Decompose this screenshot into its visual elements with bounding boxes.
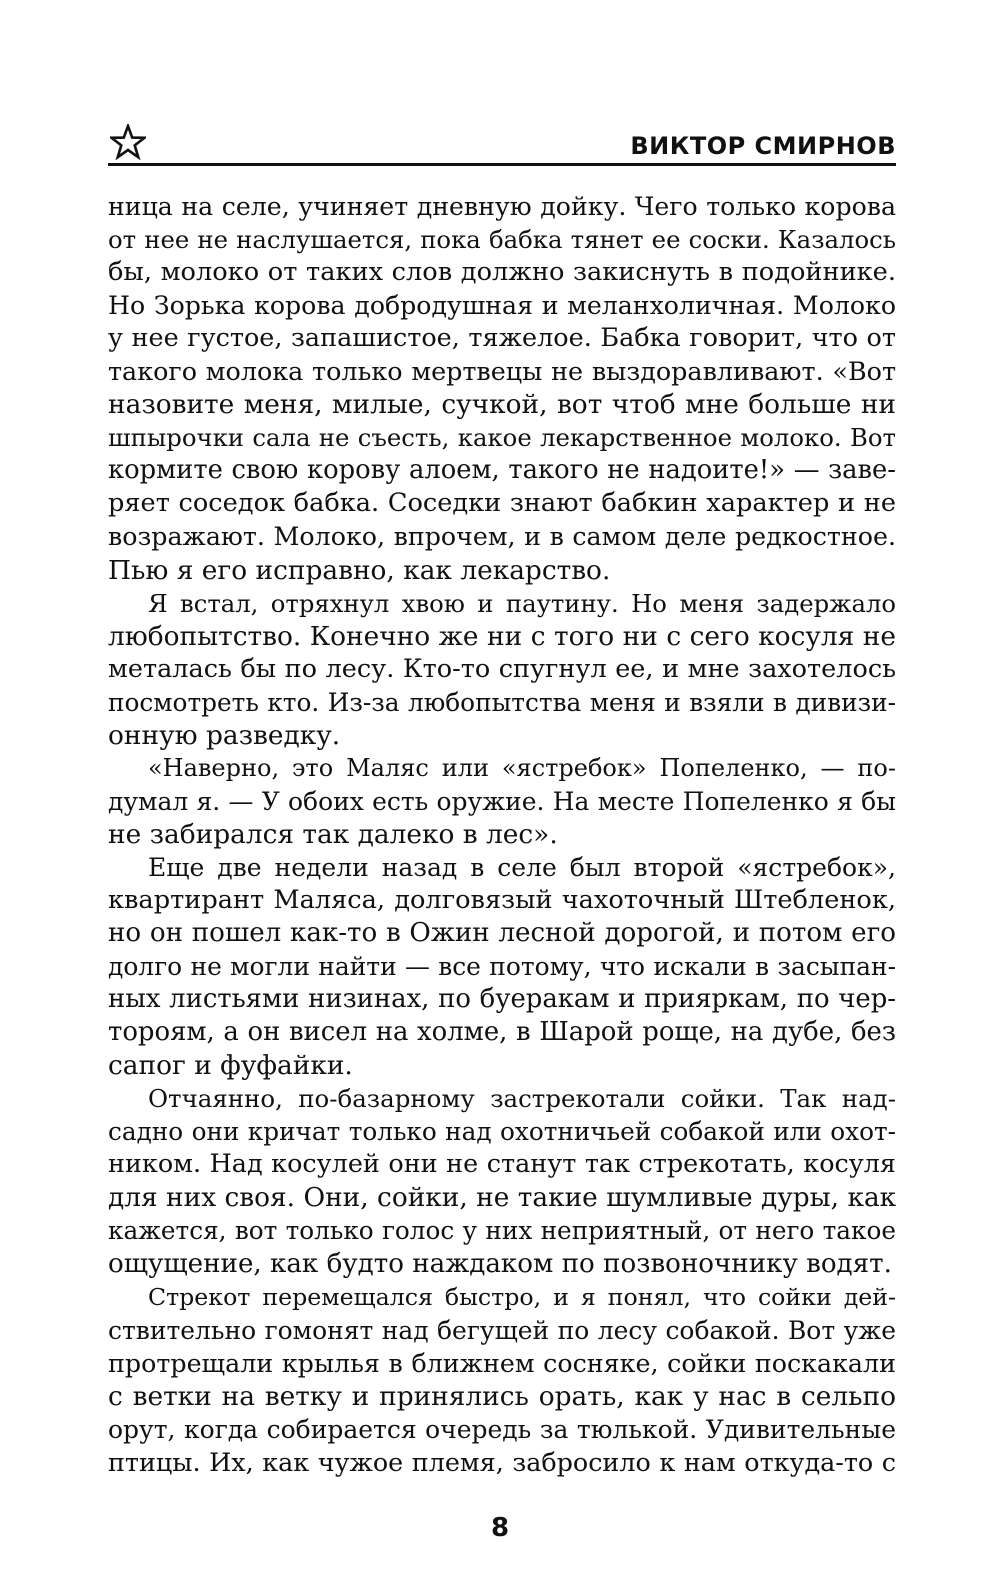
star-outline-icon xyxy=(110,124,146,160)
running-title: ВИКТОР СМИРНОВ xyxy=(630,132,896,160)
text-line: сапог и фуфайки. xyxy=(108,1050,353,1082)
text-line: кажется, вот только голос у них неприятный, от него такое xyxy=(108,1216,896,1246)
text-line: долго не могли найти — все потому, что искали в засыпан- xyxy=(108,952,896,982)
text-line: ных листьями низинах, по буеракам и прияркам, по чер- xyxy=(108,984,896,1015)
text-line: Стрекот перемещался быстро, и я понял, что сойки дей- xyxy=(148,1282,896,1311)
body-text xyxy=(108,190,896,1479)
text-line: Я встал, отряхнул хвою и паутину. Но меня задержало xyxy=(148,588,896,618)
text-line: ряет соседок бабка. Соседки знают бабкин характер и не xyxy=(108,488,896,519)
text-line: ствительно гомонят над бегущей по лесу собакой. Вот уже xyxy=(108,1315,896,1345)
text-line: «Наверно, это Маляс или «ястребок» Попеленко, — по- xyxy=(148,753,896,782)
paragraph xyxy=(108,587,896,752)
text-line: не забирался так далеко в лес». xyxy=(108,818,558,850)
text-line: ощущение, как будто наждаком по позвоночнику водят. xyxy=(108,1248,892,1279)
text-line: возражают. Молоко, впрочем, и в самом деле редкостное. xyxy=(108,522,896,552)
text-line: птицы. Их, как чужое племя, забросило к нам откуда-то с xyxy=(108,1446,896,1477)
text-line: Отчаянно, по-базарному застрекотали сойки. Так над- xyxy=(148,1084,896,1114)
text-line: Еще две недели назад в селе был второй «ястребок», xyxy=(148,852,896,882)
page-number: 8 xyxy=(490,1513,510,1543)
text-line: с ветки на ветку и принялись орать, как у нас в сельпо xyxy=(108,1380,896,1412)
text-line: ником. Над косулей они не станут так стрекотать, косуля xyxy=(108,1149,896,1180)
paragraph xyxy=(108,1082,896,1280)
text-line: ница на селе, учиняет дневную дойку. Чего только корова xyxy=(108,192,896,221)
text-line: онную разведку. xyxy=(108,719,341,751)
text-line: тороям, а он висел на холме, в Шарой роще, на дубе, без xyxy=(108,1017,896,1048)
text-line: любопытство. Конечно же ни с того ни с сего косуля не xyxy=(108,620,896,652)
text-line: бы, молоко от таких слов должно закиснуть в подойнике. xyxy=(108,257,896,288)
text-line: назовите меня, милые, сучкой, вот чтоб мне больше ни xyxy=(108,389,896,421)
text-line: шпырочки сала не съесть, какое лекарственное молоко. Вот xyxy=(108,423,896,453)
running-header xyxy=(108,118,896,168)
text-line: думал я. — У обоих есть оружие. На месте Попеленко я бы xyxy=(108,786,896,816)
paragraph xyxy=(108,752,896,851)
text-line: садно они кричат только над охотничьей собакой или охот- xyxy=(108,1117,896,1147)
text-line: кормите свою корову алоем, такого не надоите!» — заве- xyxy=(108,455,896,486)
paragraph xyxy=(108,851,896,1082)
text-line: для них своя. Они, сойки, не такие шумливые дуры, как xyxy=(108,1182,897,1214)
paragraph xyxy=(108,1281,896,1479)
header-rule xyxy=(108,163,896,166)
text-line: такого молока только мертвецы не выздоравливают. «Вот xyxy=(108,356,896,387)
text-line: квартирант Маляса, долговязый чахоточный Штебленок, xyxy=(108,884,896,915)
text-line: но он пошел как-то в Ожин лесной дорогой, и потом его xyxy=(108,918,896,949)
text-line: протрещали крылья в ближнем сосняке, сойки поскакали xyxy=(108,1347,896,1378)
text-line: металась бы по лесу. Кто-то спугнул ее, и мне захотелось xyxy=(108,653,896,684)
text-line: орут, когда собирается очередь за тюлькой. Удивительные xyxy=(108,1414,896,1444)
text-line: Но Зорька корова добродушная и меланхоличная. Молоко xyxy=(108,291,896,321)
text-line: у нее густое, запашистое, тяжелое. Бабка говорит, что от xyxy=(108,323,896,354)
text-line: посмотреть кто. Из-за любопытства меня и взяли в дивизи- xyxy=(108,687,896,717)
text-line: Пью я его исправно, как лекарство. xyxy=(108,554,611,586)
text-line: от нее не наслушается, пока бабка тянет ее соски. Казалось xyxy=(108,225,896,255)
paragraph xyxy=(108,190,896,587)
